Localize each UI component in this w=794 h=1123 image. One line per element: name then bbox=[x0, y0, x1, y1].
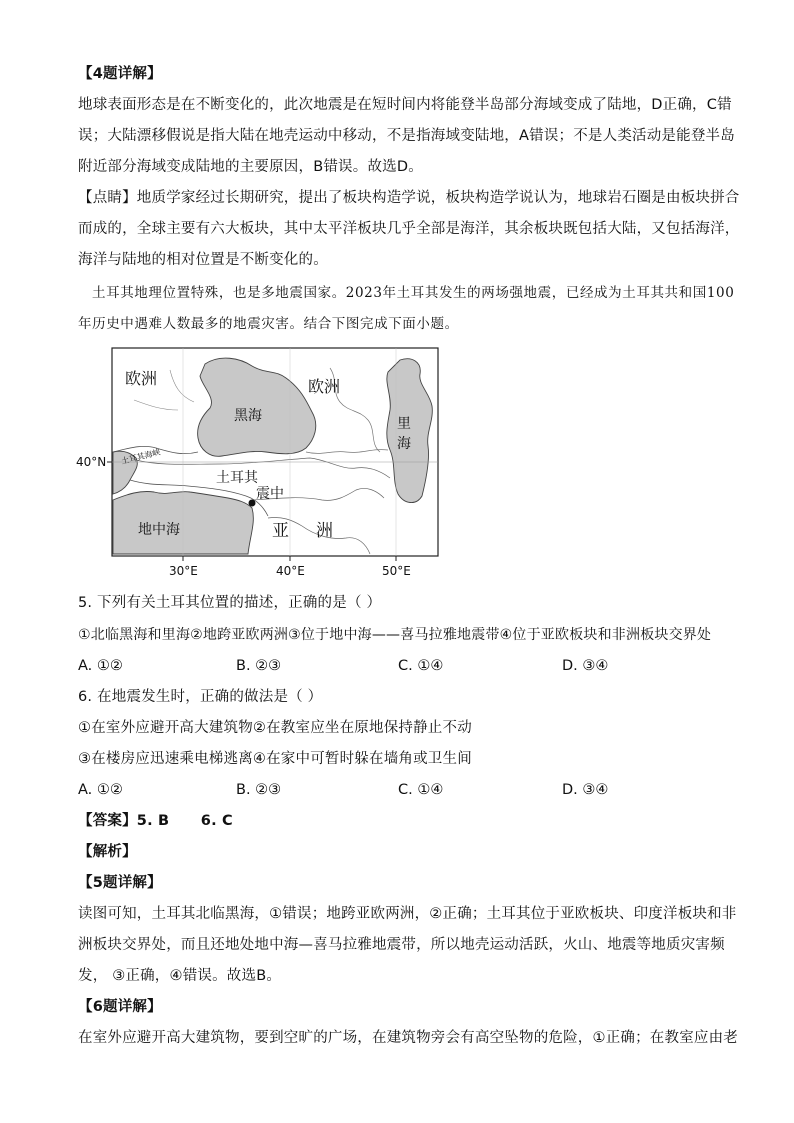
label-asia-right: 洲 bbox=[316, 521, 333, 541]
question-5-statements: ①北临黑海和里海②地跨亚欧两洲③位于地中海——喜马拉雅地震带④位于亚欧板块和非洲板块交界处 bbox=[78, 627, 712, 643]
label-caspian-bottom: 海 bbox=[397, 436, 411, 452]
paragraph-line: 发， ③正确，④错误。故选B。 bbox=[78, 968, 282, 984]
question-intro-line: 年历史中遇难人数最多的地震灾害。结合下图完成下面小题。 bbox=[78, 316, 459, 332]
section-heading-q5-detail: 【5题详解】 bbox=[78, 875, 162, 891]
q6-option-d: D. ③④ bbox=[562, 782, 609, 798]
question-6-statements-2: ③在楼房应迅速乘电梯逃离④在家中可暂时躲在墙角或卫生间 bbox=[78, 751, 472, 767]
label-mediterranean: 地中海 bbox=[138, 522, 180, 538]
paragraph-line: 在室外应避开高大建筑物，要到空旷的广场，在建筑物旁会有高空坠物的危险，①正确；在教室应由老 bbox=[78, 1030, 738, 1046]
q6-option-a: A. ①② bbox=[78, 782, 123, 798]
q6-option-c: C. ①④ bbox=[398, 782, 444, 798]
label-longitude-50e: 50°E bbox=[382, 564, 411, 578]
q6-option-b: B. ②③ bbox=[236, 782, 282, 798]
label-europe-left: 欧洲 bbox=[125, 369, 158, 388]
label-longitude-40e: 40°E bbox=[276, 564, 305, 578]
q5-option-b: B. ②③ bbox=[236, 658, 282, 674]
paragraph-line: 海洋与陆地的相对位置是不断变化的。 bbox=[78, 252, 328, 268]
label-europe-right: 欧洲 bbox=[308, 377, 341, 396]
paragraph-line: 读图可知，土耳其北临黑海，①错误；地跨亚欧两洲，②正确；土耳其位于亚欧板块、印度洋板块和非 bbox=[78, 906, 737, 922]
q5-option-d: D. ③④ bbox=[562, 658, 609, 674]
label-caspian-top: 里 bbox=[397, 416, 411, 432]
section-heading-q4-detail: 【4题详解】 bbox=[78, 66, 162, 82]
label-black-sea: 黑海 bbox=[234, 408, 262, 424]
label-turkish-strait: 土耳其海峡 bbox=[120, 447, 162, 466]
question-intro-line: 土耳其地理位置特殊，也是多地震国家。2023年土耳其发生的两场强地震，已经成为土耳其共和国100 bbox=[92, 285, 735, 301]
paragraph-line: 地球表面形态是在不断变化的，此次地震是在短时间内将能登半岛部分海域变成了陆地，D正确，C错 bbox=[78, 97, 732, 113]
paragraph-line: 而成的，全球主要有六大板块，其中太平洋板块几乎全部是海洋，其余板块既包括大陆，又包括海洋， bbox=[78, 221, 740, 237]
label-turkey: 土耳其 bbox=[216, 470, 258, 486]
paragraph-line: 洲板块交界处，而且还地处地中海—喜马拉雅地震带，所以地壳运动活跃，火山、地震等地质灾害频 bbox=[78, 937, 725, 953]
question-5-stem: 5. 下列有关土耳其位置的描述，正确的是（ ） bbox=[78, 595, 382, 611]
analysis-heading: 【解析】 bbox=[78, 844, 137, 860]
answer-line: 【答案】5. B 6. C bbox=[78, 813, 233, 829]
question-6-stem: 6. 在地震发生时，正确的做法是（ ） bbox=[78, 689, 323, 705]
question-6-statements-1: ①在室外应避开高大建筑物②在教室应坐在原地保持静止不动 bbox=[78, 720, 472, 736]
epicenter-marker bbox=[249, 500, 256, 507]
q5-option-c: C. ①④ bbox=[398, 658, 444, 674]
label-longitude-30e: 30°E bbox=[169, 564, 198, 578]
label-epicenter: 震中 bbox=[256, 486, 284, 502]
label-asia-left: 亚 bbox=[272, 521, 289, 541]
section-heading-q6-detail: 【6题详解】 bbox=[78, 999, 162, 1015]
paragraph-line: 附近部分海域变成陆地的主要原因，B错误。故选D。 bbox=[78, 159, 423, 175]
label-latitude-40n: 40°N bbox=[76, 455, 107, 469]
q5-option-a: A. ①② bbox=[78, 658, 123, 674]
turkey-region-map bbox=[70, 340, 450, 585]
paragraph-line: 误；大陆漂移假说是指大陆在地壳运动中移动，不是指海域变陆地，A错误；不是人类活动是能登半岛 bbox=[78, 128, 735, 144]
paragraph-line: 【点睛】地质学家经过长期研究，提出了板块构造学说，板块构造学说认为，地球岩石圈是由板块拼合 bbox=[78, 190, 740, 206]
